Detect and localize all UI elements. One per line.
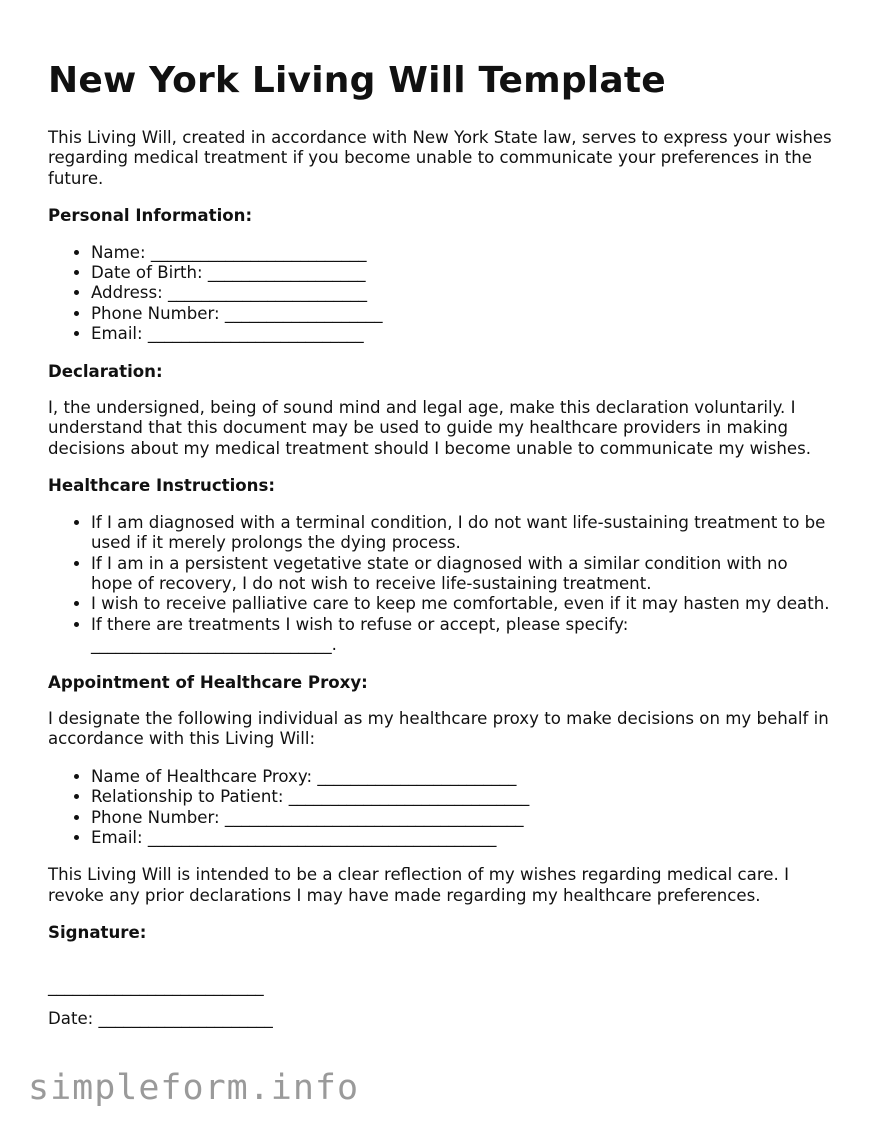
proxy-paragraph: I designate the following individual as my healthcare proxy to make decisions on my behalf in accordance with this Living Will: <box>48 708 829 749</box>
personal-address-field[interactable]: • Address: ________________________ <box>91 283 833 303</box>
proxy-heading: Appointment of Healthcare Proxy: <box>48 672 368 692</box>
personal-email-field[interactable]: • Email: __________________________ <box>91 324 833 344</box>
instruction-item: • If I am in a persistent vegetative state or diagnosed with a similar condition with no hope of recovery, I do not wish to receive life-sustaining treatment. <box>91 554 833 595</box>
proxy-email-field[interactable]: • Email: __________________________________________ <box>91 828 833 848</box>
personal-info-list <box>48 243 833 345</box>
intro-paragraph: This Living Will, created in accordance with New York State law, serves to express your wishes regarding medical treatment if you become unable to communicate your preferences in the future. <box>48 128 832 188</box>
personal-info-heading: Personal Information: <box>48 206 253 226</box>
date-field[interactable]: Date: _____________________ <box>48 1009 273 1028</box>
personal-dob-field[interactable]: • Date of Birth: ___________________ <box>91 263 833 283</box>
instructions-list <box>48 513 833 656</box>
proxy-phone-field[interactable]: • Phone Number: ____________________________________ <box>91 808 833 828</box>
instruction-item: • I wish to receive palliative care to keep me comfortable, even if it may hasten my death. <box>91 594 833 614</box>
watermark-text: simpleform.info <box>28 1068 360 1108</box>
declaration-paragraph: I, the undersigned, being of sound mind and legal age, make this declaration voluntarily. I understand that this document may be used to guide my healthcare providers in making decisions about my medical treatment should I become unable to communicate my wishes. <box>48 398 812 458</box>
proxy-name-field[interactable]: • Name of Healthcare Proxy: ________________________ <box>91 767 833 787</box>
declaration-heading: Declaration: <box>48 361 163 381</box>
document-title: New York Living Will Template <box>48 60 666 101</box>
personal-name-field[interactable]: • Name: __________________________ <box>91 243 833 263</box>
proxy-list <box>48 767 833 849</box>
instruction-item: • If I am diagnosed with a terminal condition, I do not want life-sustaining treatment to be used if it merely prolongs the dying process. <box>91 513 833 554</box>
proxy-relationship-field[interactable]: • Relationship to Patient: _____________________________ <box>91 787 833 807</box>
instruction-specify-field[interactable]: • If there are treatments I wish to refuse or accept, please specify: _____________________________. <box>91 615 833 656</box>
closing-paragraph: This Living Will is intended to be a clear reflection of my wishes regarding medical care. I revoke any prior declarations I may have made regarding my healthcare preferences. <box>48 865 789 905</box>
instructions-heading: Healthcare Instructions: <box>48 476 275 496</box>
document-page <box>48 58 833 1029</box>
signature-line[interactable]: __________________________ <box>48 976 264 996</box>
signature-heading: Signature: <box>48 923 147 943</box>
personal-phone-field[interactable]: • Phone Number: ___________________ <box>91 304 833 324</box>
